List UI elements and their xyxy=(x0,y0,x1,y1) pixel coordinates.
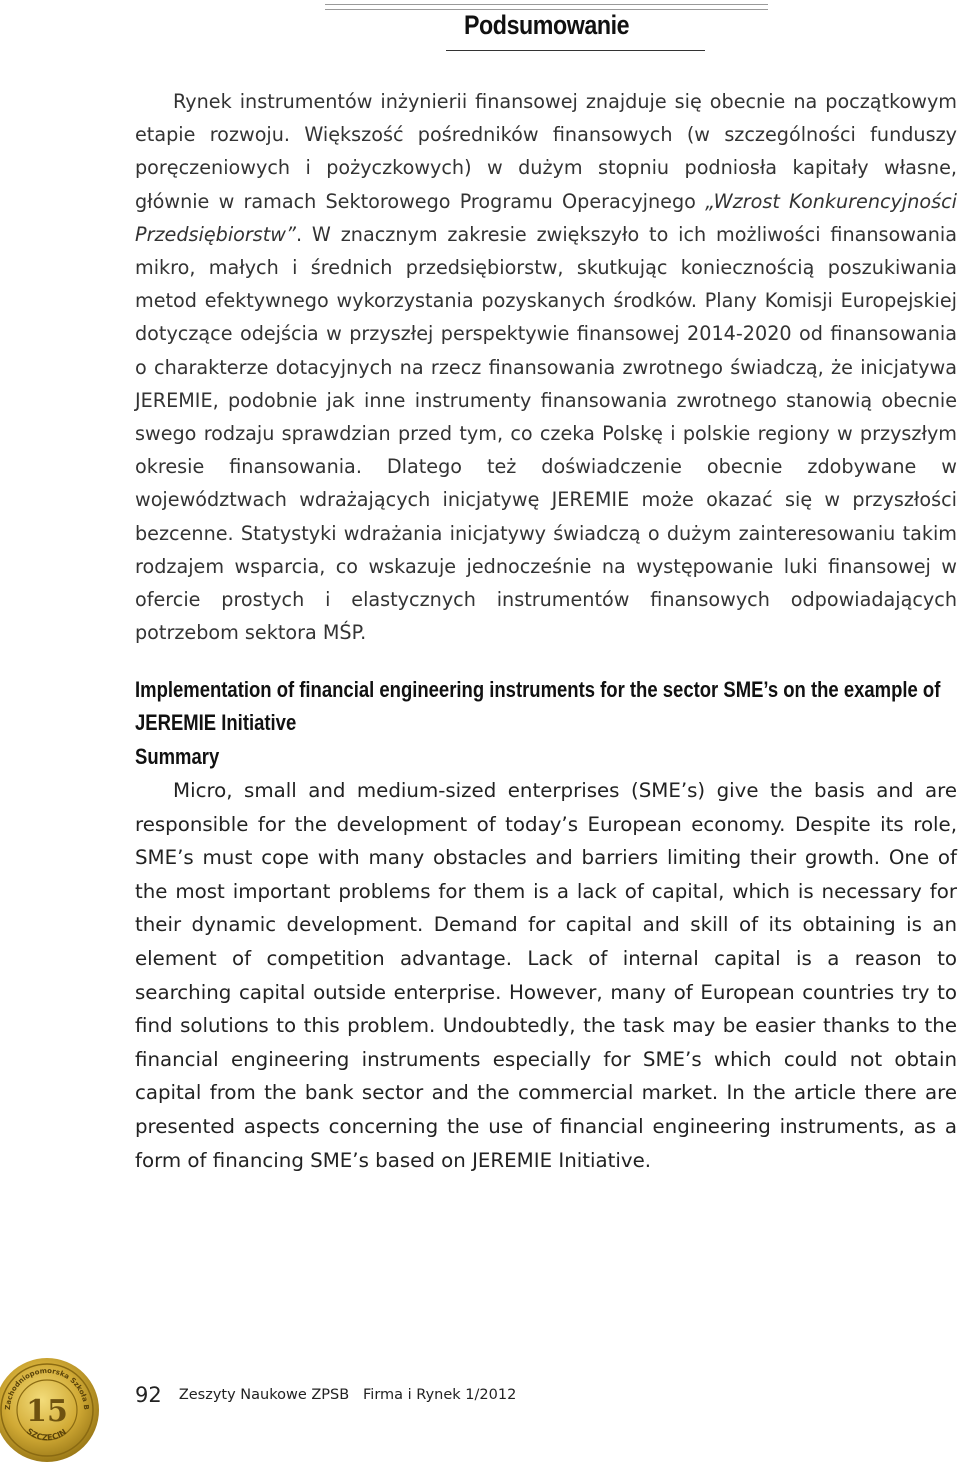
english-title-line-2: JEREMIE Initiative xyxy=(135,710,297,735)
heading-underline xyxy=(446,50,705,51)
polish-summary-text-end: . W znacznym zakresie zwiększyło to ich możliwości finansowania mikro, małych i średnich przedsiębiorstw, skutkując koniecznością poszukiwania metod efektywnego wykorzystania pozyskanych środków. Plany Komisji Europejskiej dotyczące odejścia w przyszłej perspektywie finansowej 2014-2020 od finansowania o charakterze dotacyjnych na rzecz finansowania zwrotnego świadczą, że inicjatywa JEREMIE, podobnie jak inne instrumenty finansowania zwrotnego stanowią obecnie swego rodzaju sprawdzian przed tym, co czeka Polskę i polskie regiony w przyszłym okresie finansowania. Dlatego też doświadczenie obecnie zdobywane w województwach wdrażających inicjatywę JEREMIE może okazać się w przyszłości bezcenne. Statystyki wdrażania inicjatywy świadczą o dużym zainteresowaniu takim rodzajem wsparcia, co wskazuje jednocześnie na występowanie luki finansowej w ofercie prostych i elastycznych instrumentów finansowych odpowiadających potrzebom sektora MŚP. xyxy=(135,222,957,645)
polish-summary-text-start: Rynek instrumentów inżynierii finansowej znajduje się obecnie na początkowym etapie rozwoju. Większość pośredników finansowych (w szczególności funduszy poręczeniowych i pożyczkowych) w dużym stopniu podniosła kapitały własne, głównie w ramach Sektorowego Programu Operacyjnego xyxy=(135,90,957,213)
school-seal-icon xyxy=(0,1355,102,1465)
page-number: 92 xyxy=(135,1383,162,1407)
english-summary-label: Summary xyxy=(135,744,220,769)
journal-citation: Zeszyty Naukowe ZPSB Firma i Rynek 1/2012 xyxy=(178,1387,517,1403)
polish-summary-paragraph xyxy=(135,85,957,649)
english-summary-paragraph xyxy=(135,774,957,1177)
section-heading: Podsumowanie xyxy=(464,10,630,40)
seal-center-text: 15 xyxy=(26,1394,68,1429)
english-title-line-1: Implementation of financial engineering instruments for the sector SME’s on the example of xyxy=(135,677,941,702)
seal-bottom-text: SZCZECIN xyxy=(24,1426,69,1443)
english-summary-text: Micro, small and medium-sized enterprises (SME’s) give the basis and are responsible for the development of today’s European economy. Despite its role, SME’s must cope with many obstacles and barriers limiting their growth. One of the most important problems for them is a lack of capital, which is necessary for their dynamic development. Demand for capital and skill of its obtaining is an element of competition advantage. Lack of internal capital is a reason to searching capital outside enterprise. However, many of European countries try to find solutions to this problem. Undoubtedly, the task may be easier thanks to the financial engineering instruments especially for SME’s which could not obtain capital from the bank sector and the commercial market. In the article there are presented aspects concerning the use of financial engineering instruments, as a form of financing SME’s based on JEREMIE Initiative. xyxy=(135,779,957,1172)
seal-ring-text: Zachodniopomorska Szkoła B xyxy=(3,1366,91,1411)
program-name-italic: „Wzrost Konkurencyjności Przedsiębiorstw” xyxy=(135,189,957,246)
page-footer xyxy=(135,1383,516,1407)
